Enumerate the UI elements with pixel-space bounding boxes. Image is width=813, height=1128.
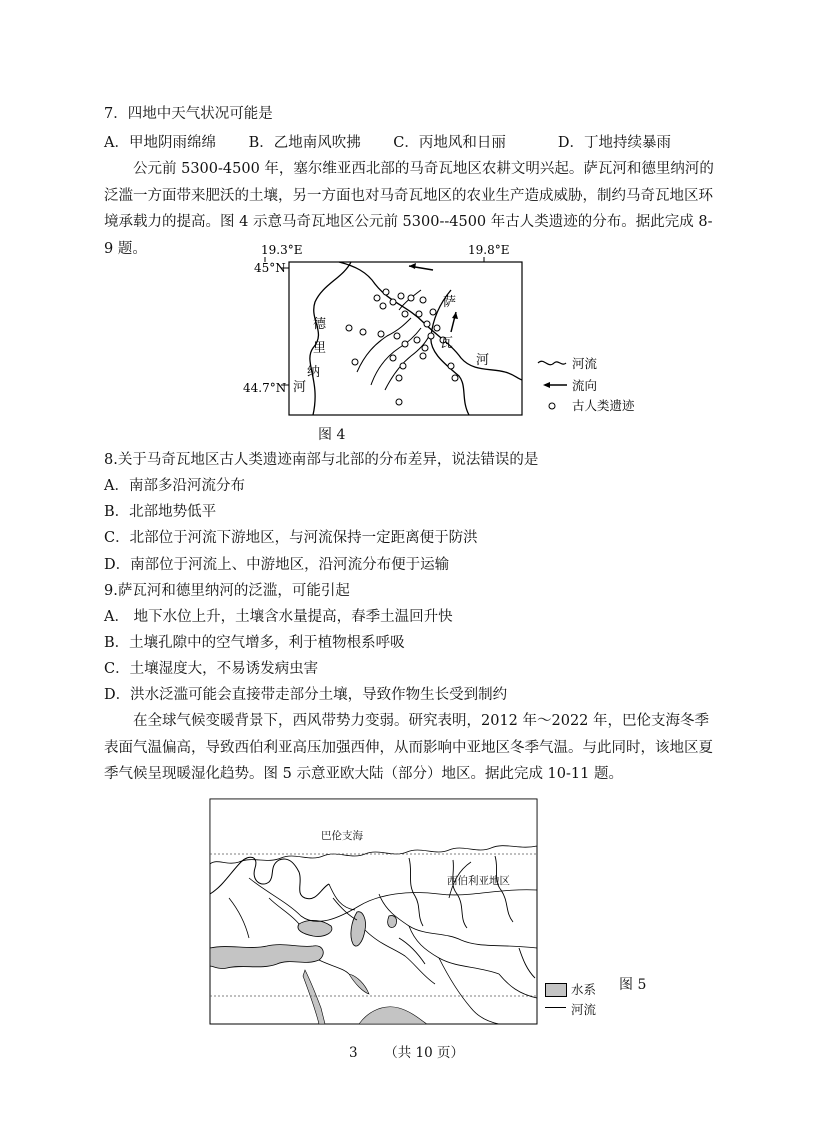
fig4-lat-top: 45°N [254, 261, 286, 275]
legend-flow-label: 流向 [572, 378, 598, 393]
aral-sea [388, 916, 397, 928]
q9-option-d: D．洪水泛滥可能会直接带走部分土壤，导致作物生长受到制约 [104, 687, 508, 703]
fig4-frame [289, 262, 522, 415]
legend-river-label: 河流 [572, 356, 598, 371]
drina-label-1: 德 [313, 317, 327, 332]
fig5-legend-river-label: 河流 [571, 1002, 597, 1017]
question-7-title: 7．四地中天气状况可能是 [104, 106, 273, 122]
legend-site-symbol [549, 403, 555, 409]
question-8-title: 8.关于马奇瓦地区古人类遗迹南部与北部的分布差异，说法错误的是 [104, 452, 539, 468]
drina-label-3: 纳 [307, 365, 321, 380]
figure-4-caption: 图 4 [318, 427, 346, 443]
question-9-title: 9.萨瓦河和德里纳河的泛滥，可能引起 [104, 583, 350, 599]
figure-5-caption: 图 5 [619, 977, 647, 993]
q8-option-b: B．北部地势低平 [104, 504, 217, 520]
q7-option-c: C．丙地风和日丽 [393, 135, 506, 151]
fig5-legend-water-label: 水系 [571, 982, 597, 997]
fig4-lon-left: 19.3°E [261, 243, 303, 257]
fig5-legend-water-swatch [545, 983, 567, 997]
drina-label-2: 里 [313, 341, 327, 356]
q9-option-c: C．土壤湿度大，不易诱发病虫害 [104, 661, 319, 677]
legend-site-label: 古人类遗迹 [572, 398, 635, 413]
fig4-lon-right: 19.8°E [468, 243, 510, 257]
fig5-legend-river-symbol [545, 1007, 566, 1008]
question-7-options [104, 133, 724, 153]
legend-flow-arrowhead [543, 382, 550, 388]
q7-option-a: A．甲地阴雨绵绵 [104, 135, 216, 151]
q8-option-a: A．南部多沿河流分布 [104, 478, 245, 494]
q8-option-d: D．南部位于河流上、中游地区，沿河流分布便于运输 [104, 557, 450, 573]
siberia-label: 西伯利亚地区 [447, 875, 510, 887]
page-footer [0, 1041, 813, 1061]
figure-4-map [243, 240, 655, 440]
fig4-lat-bottom: 44.7°N [243, 381, 287, 395]
q9-option-a: A． 地下水位上升，土壤含水量提高，春季土温回升快 [104, 609, 453, 625]
sava-label-1: 萨 [443, 295, 457, 310]
page-number: 3 [349, 1045, 358, 1061]
barents-sea-label: 巴伦支海 [321, 830, 363, 842]
q7-option-d: D．丁地持续暴雨 [557, 135, 671, 151]
q9-option-b: B．土壤孔隙中的空气增多，利于植物根系呼吸 [104, 635, 405, 651]
intro-paragraph-2: 在全球气候变暖背景下，西风带势力变弱。研究表明，2012 年～2022 年，巴伦支海冬季表面气温偏高，导致西伯利亚高压加强西伸，从而影响中亚地区冬季气温。与此同时，该地区夏季气候呈现暖湿化趋势。图 5 示意亚欧大陆（部分）地区。据此完成 10-11 题。 [104, 713, 713, 782]
sava-label-2: 瓦 [440, 336, 454, 351]
q8-option-c: C．北部位于河流下游地区，与河流保持一定距离便于防洪 [104, 530, 478, 546]
page-total: （共 10 页） [384, 1045, 464, 1061]
drina-label-4: 河 [293, 380, 307, 395]
sava-label-3: 河 [476, 353, 490, 368]
q7-option-b: B．乙地南风吹拂 [248, 135, 361, 151]
legend-river-symbol [538, 361, 566, 364]
intro-paragraph-1: 公元前 5300-4500 年，塞尔维亚西北部的马奇瓦地区农耕文明兴起。萨瓦河和德里纳河的泛滥一方面带来肥沃的土壤，另一方面也对马奇瓦地区的农业生产造成威胁，制约马奇瓦地区环境承载力的提高。图 4 示意马奇瓦地区公元前 5300--4500 年古人类遗迹的分布。据此完成 8-9 题。 [104, 161, 714, 257]
figure-5-map [209, 798, 539, 1026]
